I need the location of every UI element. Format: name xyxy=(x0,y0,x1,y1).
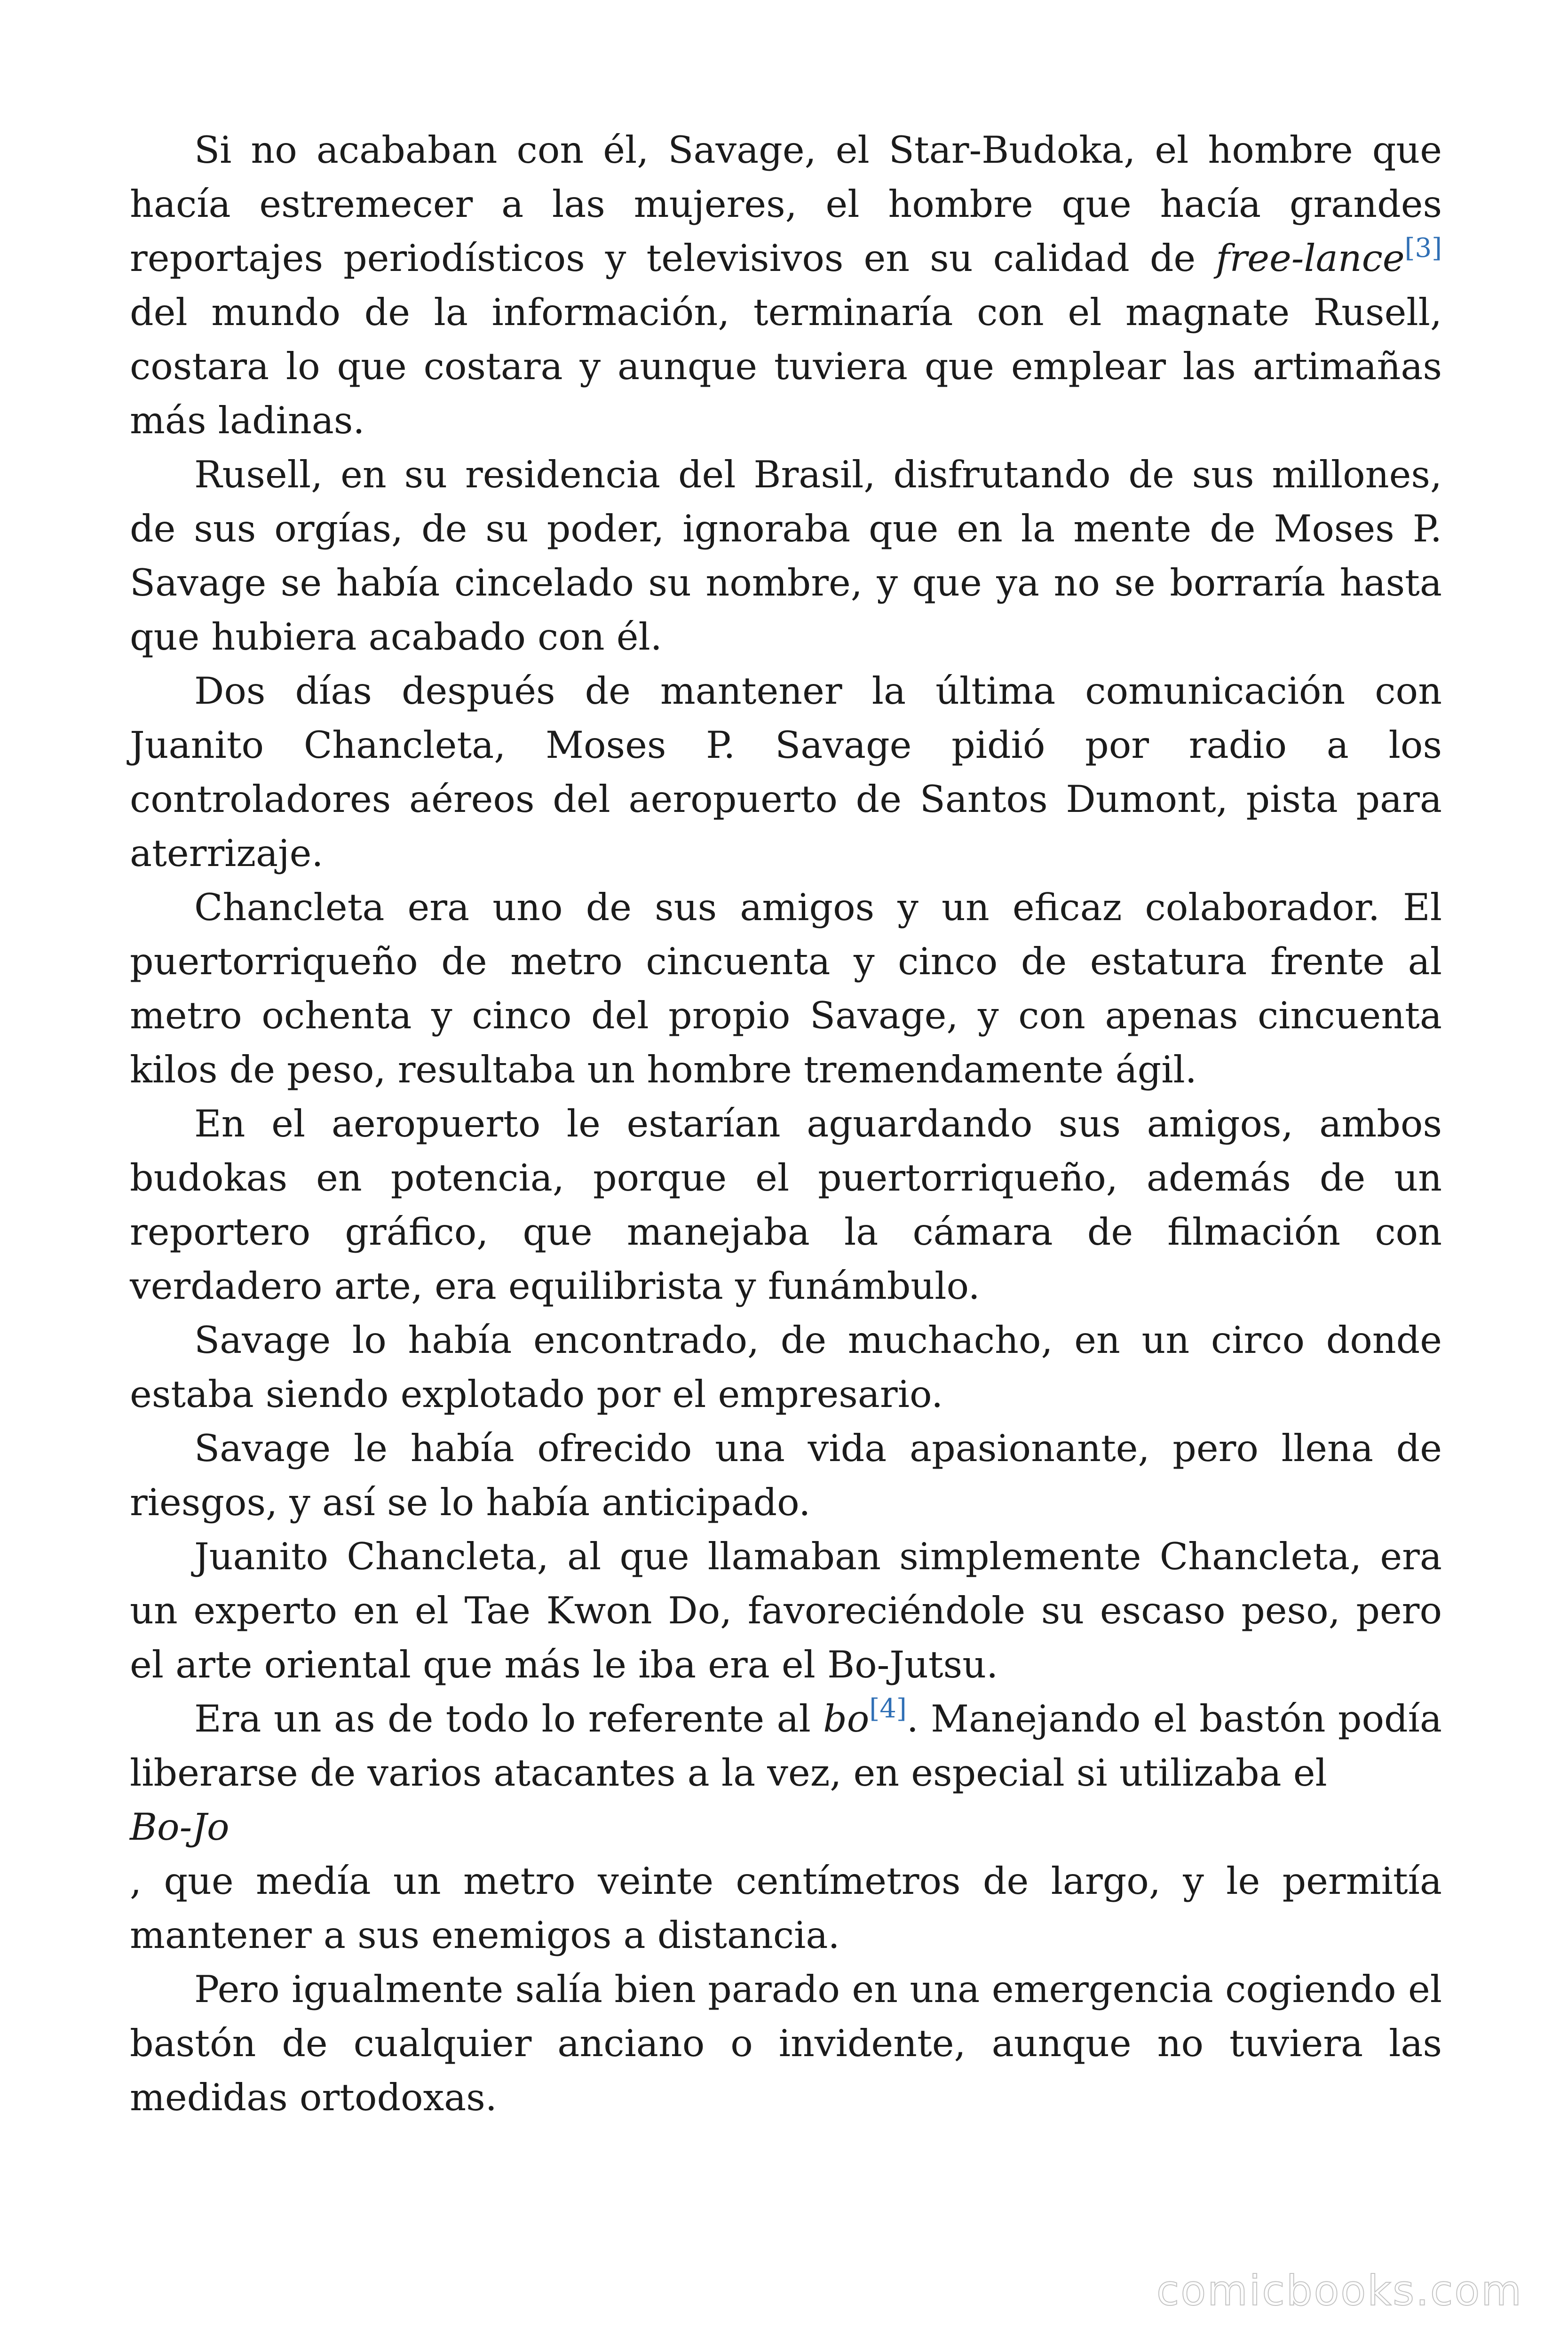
footnote-link-4[interactable]: [4] xyxy=(869,1693,907,1724)
emphasis-bo-jo-line: Bo-Jo xyxy=(130,1805,230,1849)
watermark-logo: comicbooks.com xyxy=(1156,2266,1523,2315)
book-page-body xyxy=(130,123,1442,2125)
paragraph-santos-dumont: Dos días después de mantener la última comunicación con Juanito Chancleta, Moses P. Savage pidió por radio a los controladores aéreos del aeropuerto de Santos Dumont, pista para aterrizaje. xyxy=(130,669,1442,875)
paragraph-vida-apasionante: Savage le había ofrecido una vida apasionante, pero llena de riesgos, y así se lo había anticipado. xyxy=(130,1427,1442,1524)
paragraph-text: del mundo de la información, terminaría con el magnate Rusell, costara lo que costara y aunque tuviera que emplear las artimañas más ladinas. xyxy=(130,291,1442,442)
paragraph-text: . Manejando el bastón podía liberarse de varios atacantes a la vez, en especial si utilizaba el xyxy=(130,1697,1442,1795)
paragraph-savage-intent xyxy=(130,123,1442,448)
paragraph-chancleta-colaborador: Chancleta era uno de sus amigos y un eficaz colaborador. El puertorriqueño de metro cincuenta y cinco de estatura frente al metro ochenta y cinco del propio Savage, y con apenas cincuenta kilos de peso, resultaba un hombre tremendamente ágil. xyxy=(130,886,1442,1091)
paragraph-text: Era un as de todo lo referente al xyxy=(194,1697,824,1740)
paragraph-bo-jo-continuation: , que medía un metro veinte centímetros de largo, y le permitía mantener a sus enemigos a distancia. xyxy=(130,1859,1442,1957)
emphasis-bo: bo xyxy=(823,1697,870,1740)
paragraph-bo xyxy=(130,1692,1442,1800)
paragraph-circo: Savage lo había encontrado, de muchacho, en un circo donde estaba siendo explotado por el empresario. xyxy=(130,1319,1442,1416)
paragraph-aeropuerto-amigos: En el aeropuerto le estarían aguardando sus amigos, ambos budokas en potencia, porque el puertorriqueño, además de un reportero gráfico, que manejaba la cámara de filmación con verdadero arte, era equilibrista y funámbulo. xyxy=(130,1102,1442,1308)
paragraph-rusell-brasil: Rusell, en su residencia del Brasil, disfrutando de sus millones, de sus orgías, de su poder, ignoraba que en la mente de Moses P. Savage se había cincelado su nombre, y que ya no se borraría hasta que hubiera acabado con él. xyxy=(130,453,1442,659)
emphasis-free-lance: free-lance xyxy=(1216,237,1405,280)
paragraph-baston-anciano: Pero igualmente salía bien parado en una emergencia cogiendo el bastón de cualquier anciano o invidente, aunque no tuviera las medidas ortodoxas. xyxy=(130,1968,1442,2119)
paragraph-text: Si no acababan con él, Savage, el Star-Budoka, el hombre que hacía estremecer a las mujeres, el hombre que hacía grandes reportajes periodísticos y televisivos en su calidad de xyxy=(130,128,1442,280)
footnote-link-3[interactable]: [3] xyxy=(1404,233,1442,263)
paragraph-tae-kwon-do: Juanito Chancleta, al que llamaban simplemente Chancleta, era un experto en el Tae Kwon Do, favoreciéndole su escaso peso, pero el arte oriental que más le iba era el Bo-Jutsu. xyxy=(130,1535,1442,1686)
